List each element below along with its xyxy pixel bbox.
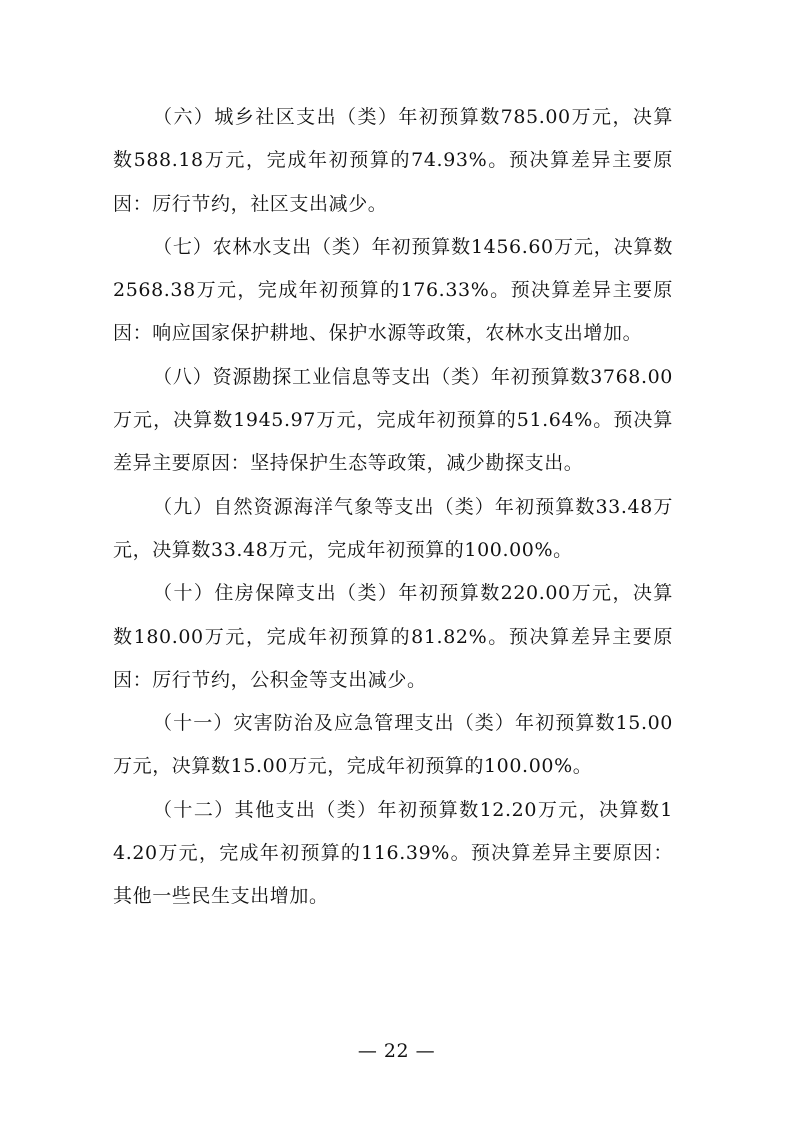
paragraph-other-expenditure: （十二）其他支出（类）年初预算数12.20万元，决算数14.20万元，完成年初预算的116.39%。预决算差异主要原因：其他一些民生支出增加。 [113,798,673,908]
paragraph-natural-resources-marine: （九）自然资源海洋气象等支出（类）年初预算数33.48万元，决算数33.48万元，完成年初预算的100.00%。 [113,495,673,561]
paragraph-urban-rural-community: （六）城乡社区支出（类）年初预算数785.00万元，决算数588.18万元，完成年初预算的74.93%。预决算差异主要原因：厉行节约，社区支出减少。 [113,106,673,215]
page-number: — 22 — [357,1040,436,1062]
paragraph-housing-security: （十）住房保障支出（类）年初预算数220.00万元，决算数180.00万元，完成年初预算的81.82%。预决算差异主要原因：厉行节约，公积金等支出减少。 [113,582,673,691]
paragraph-resource-exploration: （八）资源勘探工业信息等支出（类）年初预算数3768.00万元，决算数1945.97万元，完成年初预算的51.64%。预决算差异主要原因：坚持保护生态等政策，减少勘探支出。 [113,365,673,475]
document-body [113,96,673,919]
paragraph-agriculture-forestry-water: （七）农林水支出（类）年初预算数1456.60万元，决算数2568.38万元，完成年初预算的176.33%。预决算差异主要原因：响应国家保护耕地、保护水源等政策，农林水支出增加。 [113,235,673,345]
paragraph-disaster-prevention: （十一）灾害防治及应急管理支出（类）年初预算数15.00万元，决算数15.00万元，完成年初预算的100.00%。 [113,712,673,778]
